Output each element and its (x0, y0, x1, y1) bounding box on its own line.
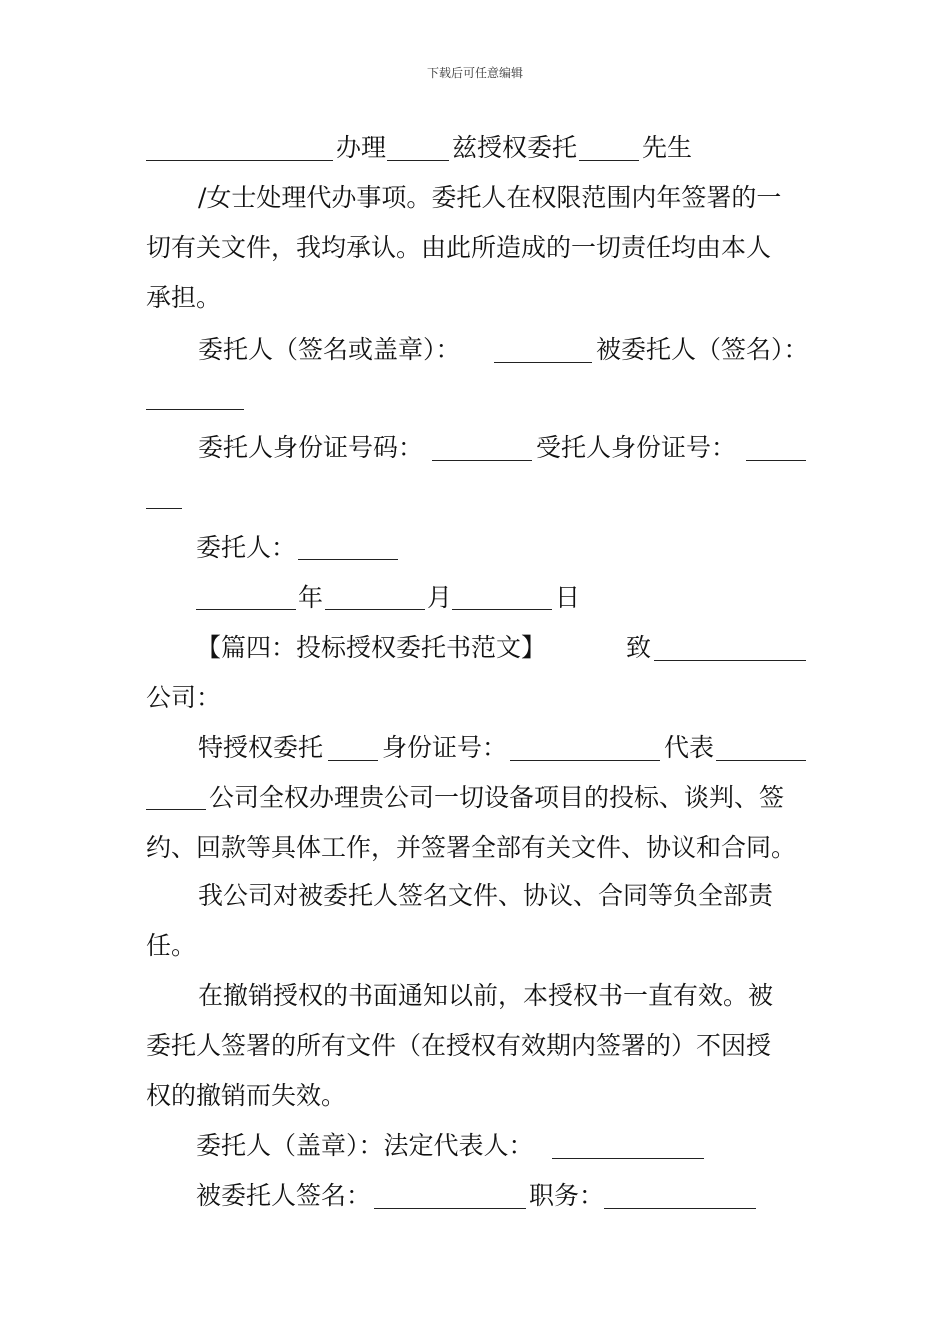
text-line (0, 478, 950, 518)
text-run: 被委托人签名： (196, 1181, 372, 1210)
fill-blank (325, 609, 425, 610)
text-run: 年 (298, 583, 324, 612)
text-line (0, 1126, 950, 1166)
text-line (0, 278, 950, 318)
text-line (0, 1176, 950, 1216)
text-line (0, 876, 950, 916)
fill-blank (146, 809, 206, 810)
text-line (0, 428, 950, 468)
fill-blank (654, 660, 806, 661)
fill-blank (196, 609, 296, 610)
header-note: 下载后可任意编辑 (426, 66, 523, 80)
text-line (0, 1076, 950, 1116)
text-run: 委托人签署的所有文件（在授权有效期内签署的）不因授 (146, 1031, 772, 1060)
text-run: 职务： (529, 1181, 605, 1210)
text-run: 承担。 (146, 283, 222, 312)
text-run: 代表 (664, 733, 715, 762)
text-line (0, 228, 950, 268)
fill-blank (510, 760, 660, 761)
text-run: 公司： (146, 683, 222, 712)
text-run: 公司全权办理贵公司一切设备项目的投标、谈判、签 (209, 783, 785, 812)
text-run: 日 (555, 583, 581, 612)
text-line (0, 628, 950, 668)
text-line (0, 1026, 950, 1066)
fill-blank (494, 362, 592, 363)
text-line (0, 976, 950, 1016)
text-run: 委托人身份证号码： (198, 433, 424, 462)
text-run: 约、回款等具体工作，并签署全部有关文件、协议和合同。 (146, 833, 797, 862)
text-run: 我公司对被委托人签名文件、协议、合同等负全部责 (198, 881, 774, 910)
fill-blank (746, 460, 806, 461)
text-run: 被委托人（签名）： (596, 335, 809, 364)
text-run: 办理 (336, 133, 387, 162)
fill-blank (432, 460, 532, 461)
section-heading: 【篇四：投标授权委托书范文】 (196, 633, 547, 662)
fill-blank (328, 760, 378, 761)
fill-blank (716, 760, 806, 761)
text-line (0, 778, 950, 818)
text-line (0, 926, 950, 966)
text-run: /女士处理代办事项。委托人在权限范围内年签署的一 (198, 183, 782, 212)
fill-blank (146, 160, 333, 161)
fill-blank (146, 409, 244, 410)
text-run: 切有关文件，我均承认。由此所造成的一切责任均由本人 (146, 233, 772, 262)
text-line (0, 578, 950, 618)
fill-blank (604, 1208, 756, 1209)
fill-blank (146, 508, 182, 509)
fill-blank (298, 559, 398, 560)
text-line (0, 828, 950, 868)
fill-blank (579, 160, 639, 161)
fill-blank (552, 1158, 704, 1159)
text-run: 委托人（签名或盖章）： (198, 335, 461, 364)
text-run: 委托人： (196, 533, 297, 562)
text-line (0, 678, 950, 718)
text-run: 月 (427, 583, 453, 612)
text-run: 致 (626, 633, 652, 662)
text-line (0, 128, 950, 168)
fill-blank (374, 1208, 526, 1209)
text-run: 兹授权委托 (452, 133, 578, 162)
text-line (0, 330, 950, 370)
text-line (0, 380, 950, 420)
fill-blank (452, 609, 552, 610)
text-run: 委托人（盖章）：法定代表人： (196, 1131, 534, 1160)
text-line (0, 178, 950, 218)
text-run: 身份证号： (382, 733, 508, 762)
text-run: 先生 (642, 133, 693, 162)
text-run: 在撤销授权的书面通知以前，本授权书一直有效。被 (198, 981, 774, 1010)
text-line (0, 528, 950, 568)
text-run: 特授权委托 (198, 733, 324, 762)
text-run: 权的撤销而失效。 (146, 1081, 347, 1110)
text-run: 受托人身份证号： (536, 433, 737, 462)
fill-blank (387, 160, 449, 161)
text-run: 任。 (146, 931, 197, 960)
text-line (0, 728, 950, 768)
